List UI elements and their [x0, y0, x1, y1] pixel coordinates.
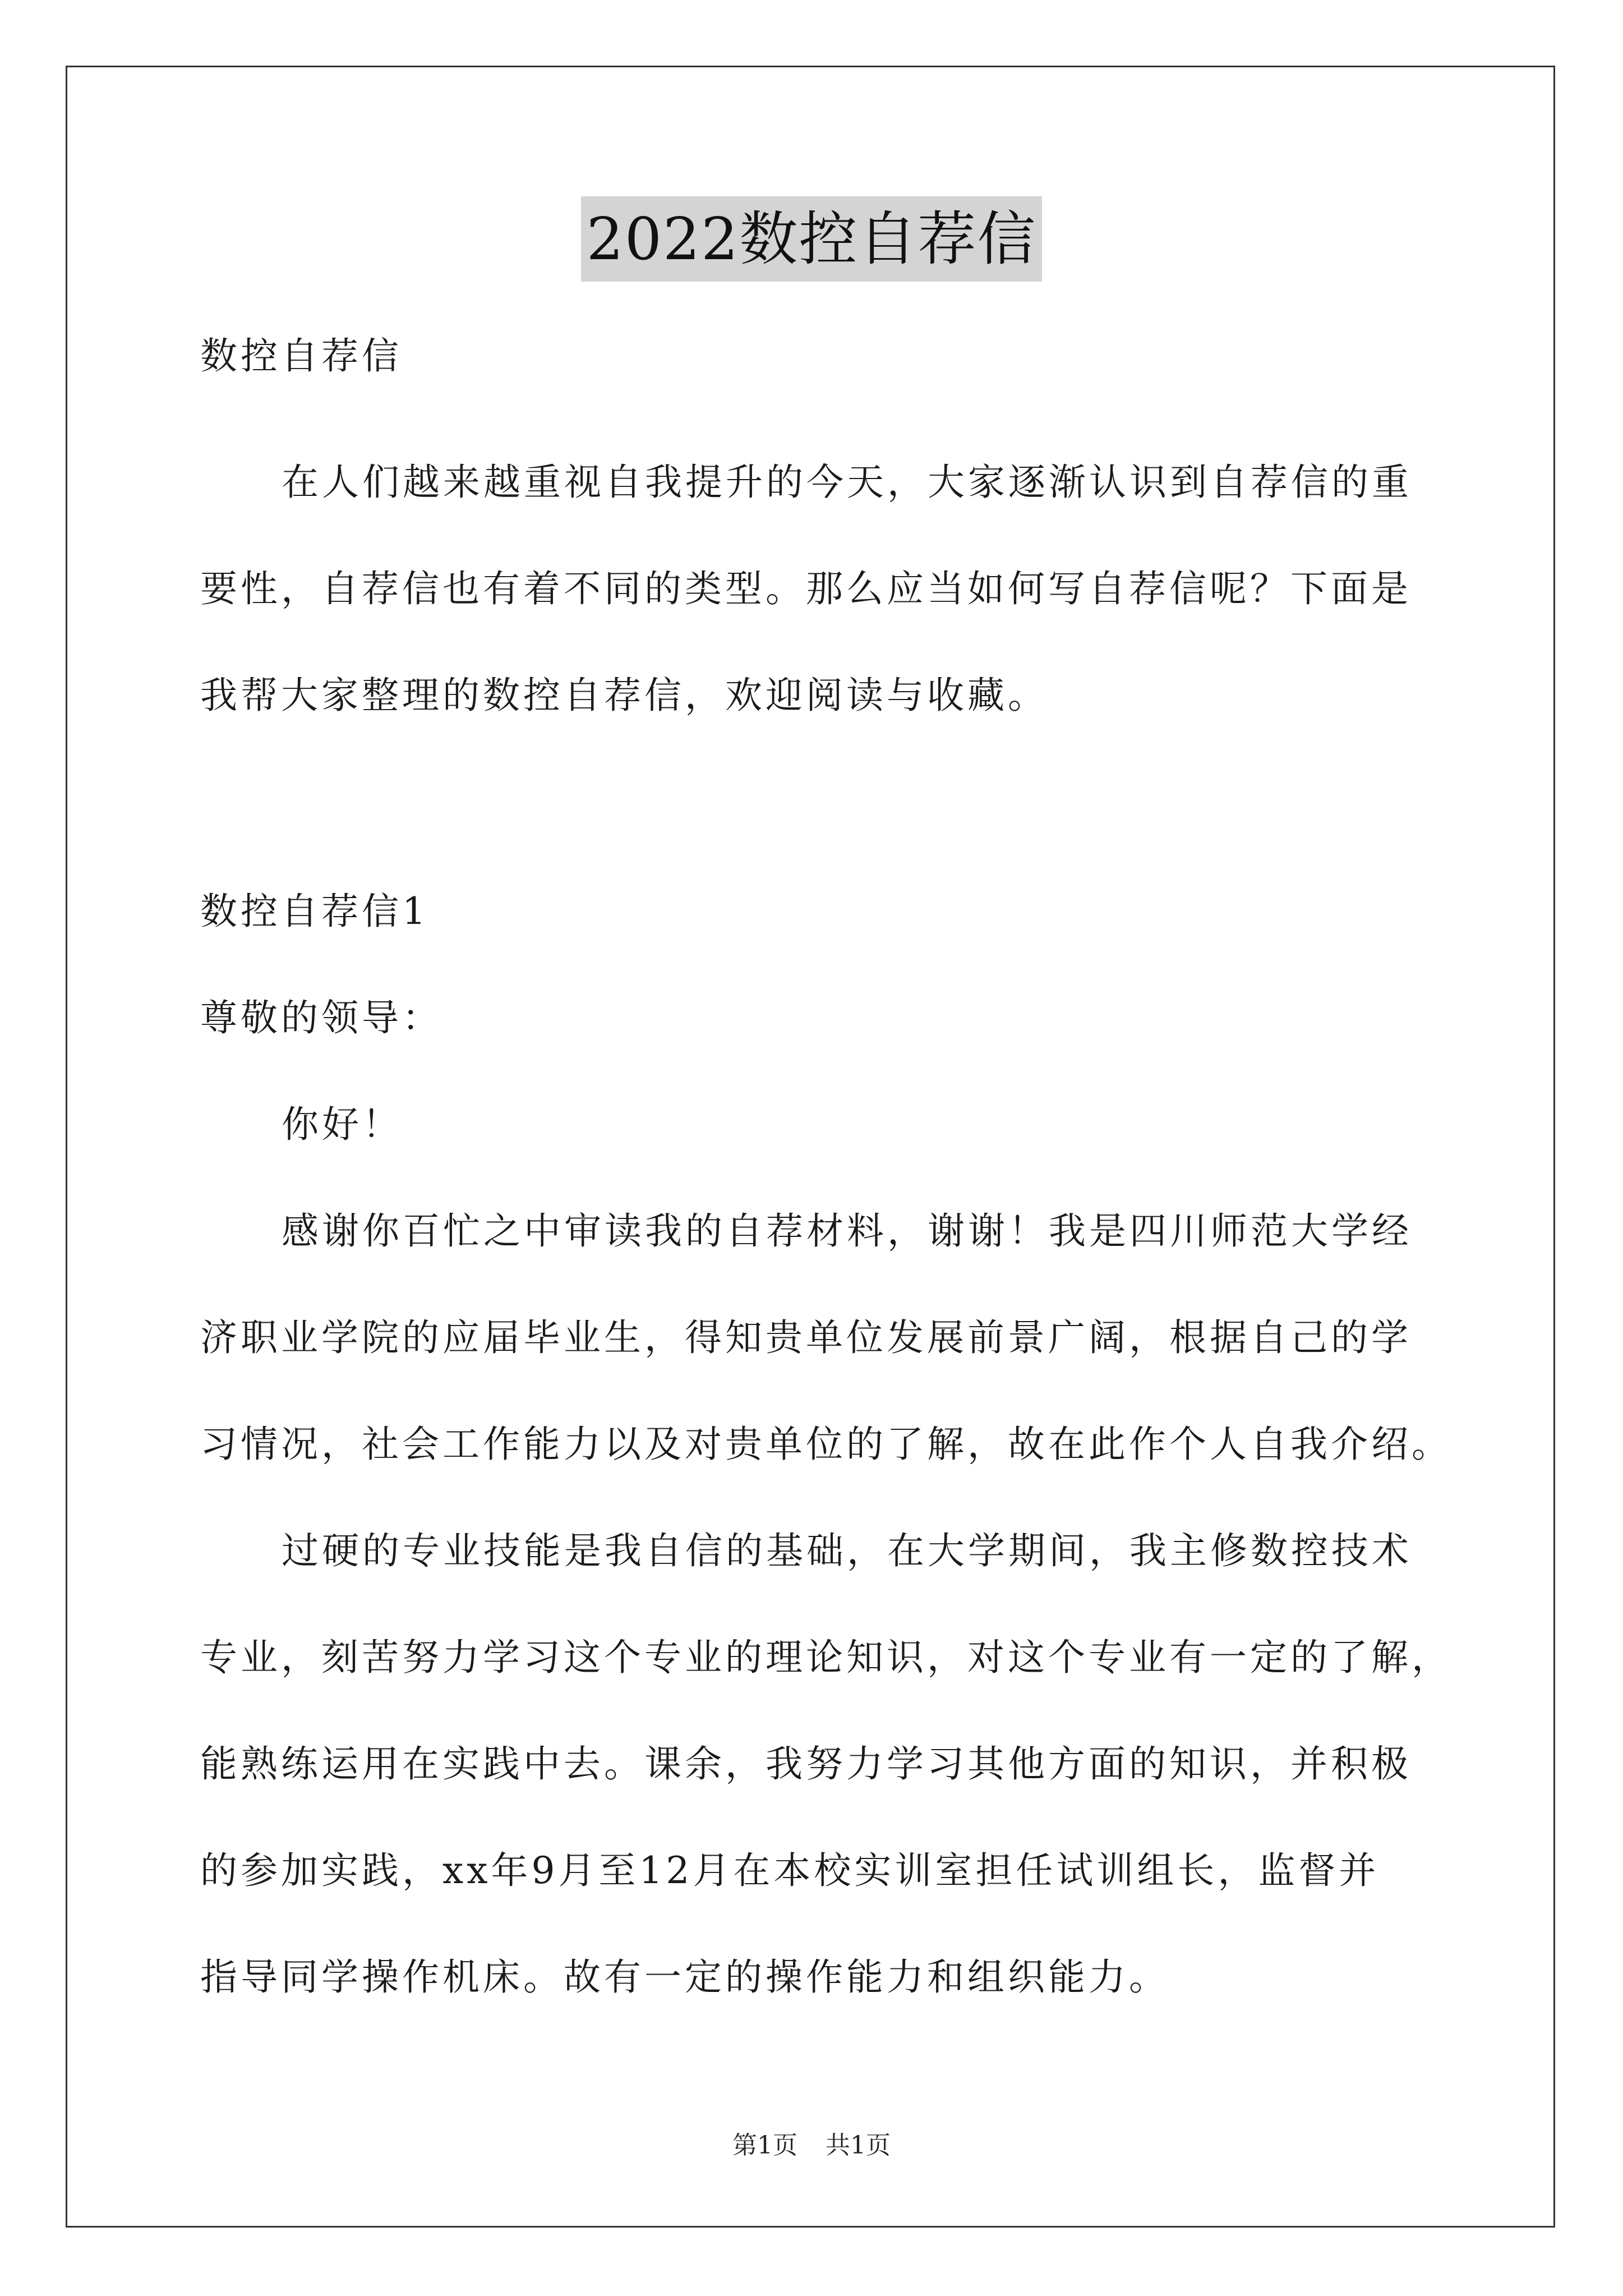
salutation: 尊敬的领导：: [200, 996, 442, 1039]
page-footer: [0, 2129, 1623, 2162]
section-heading-letter-1: 数控自荐信1: [200, 890, 429, 933]
section-heading-intro: 数控自荐信: [200, 334, 402, 378]
paragraph-line: 要性，自荐信也有着不同的类型。那么应当如何写自荐信呢？下面是: [200, 567, 1412, 610]
paragraph-line: 能熟练运用在实践中去。课余，我努力学习其他方面的知识，并积极: [200, 1742, 1412, 1786]
page-total: 共1页: [826, 2131, 891, 2160]
paragraph-line: 指导同学操作机床。故有一定的操作能力和组织能力。: [200, 1955, 1169, 1999]
paragraph-line: 过硬的专业技能是我自信的基础，在大学期间，我主修数控技术: [282, 1529, 1412, 1572]
paragraph-line: 感谢你百忙之中审读我的自荐材料，谢谢！我是四川师范大学经: [282, 1209, 1412, 1253]
document-title: 2022数控自荐信: [581, 196, 1043, 282]
page-number: 第1页: [732, 2131, 797, 2160]
paragraph-line: 济职业学院的应届毕业生，得知贵单位发展前景广阔，根据自己的学: [200, 1316, 1412, 1359]
paragraph-line: 习情况，社会工作能力以及对贵单位的了解，故在此作个人自我介绍。: [200, 1423, 1452, 1466]
paragraph-line: 我帮大家整理的数控自荐信，欢迎阅读与收藏。: [200, 674, 1048, 717]
paragraph-line: 的参加实践，xx年9月至12月在本校实训室担任试训组长，监督并: [200, 1849, 1380, 1892]
paragraph-line: 专业，刻苦努力学习这个专业的理论知识，对这个专业有一定的了解，: [200, 1636, 1452, 1679]
title-wrapper: [0, 196, 1623, 282]
paragraph-line: 在人们越来越重视自我提升的今天，大家逐渐认识到自荐信的重: [282, 461, 1412, 504]
greeting: 你好！: [282, 1103, 403, 1146]
